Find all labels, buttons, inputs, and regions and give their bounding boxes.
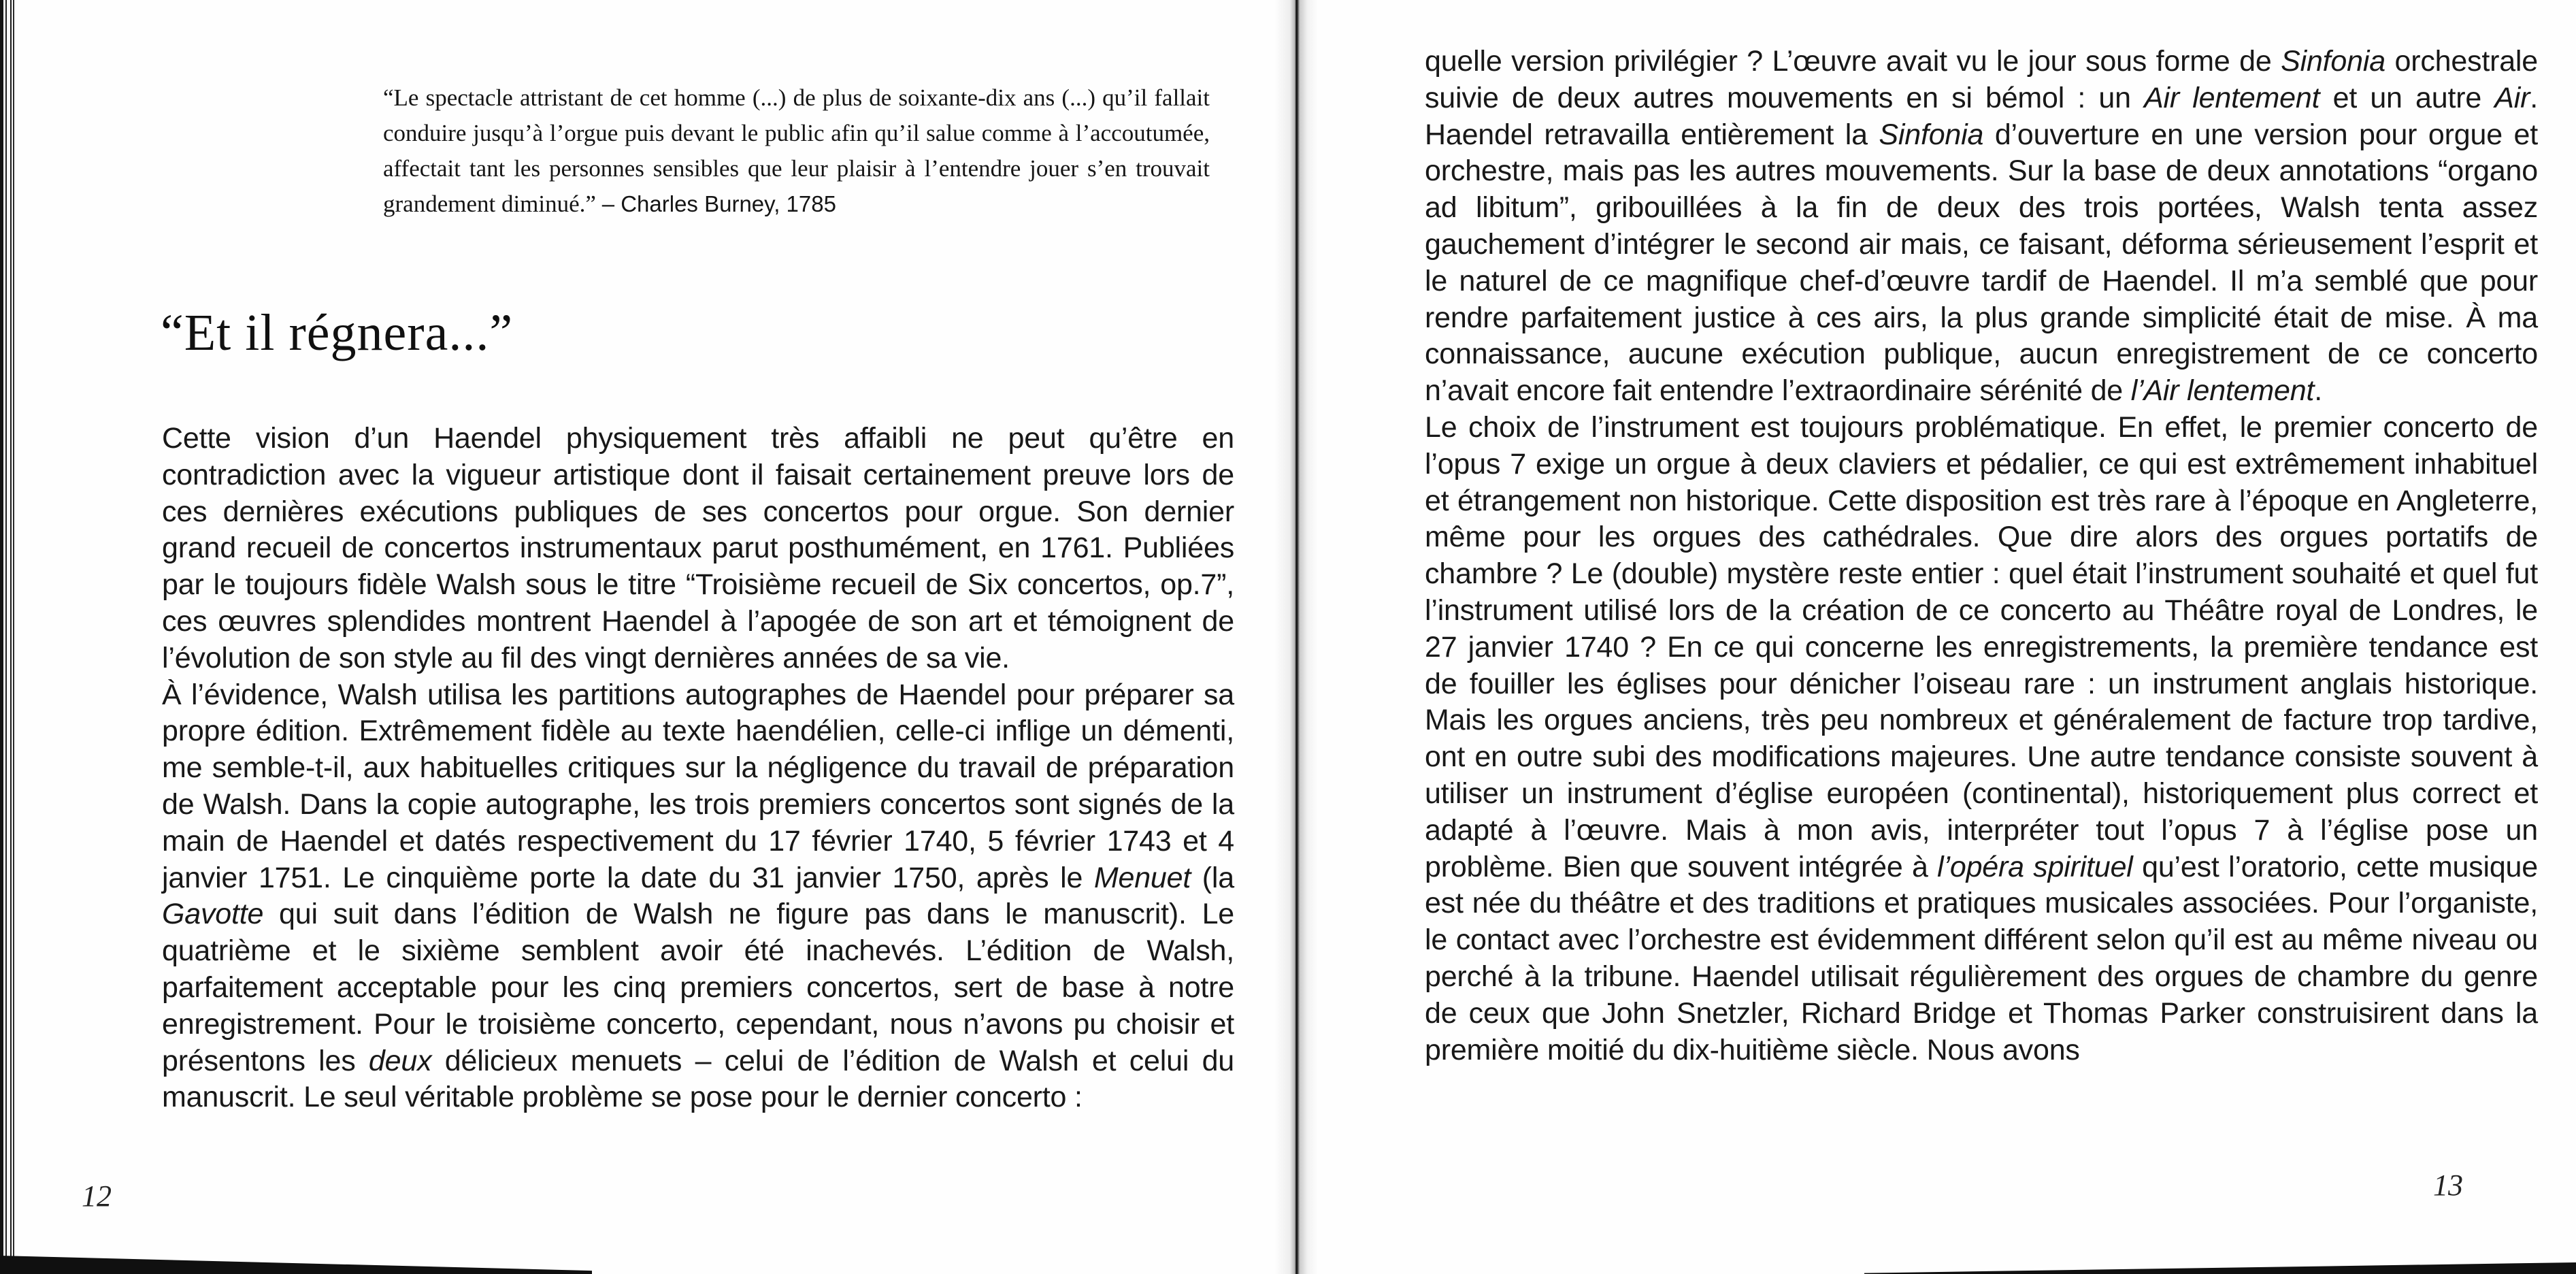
chapter-heading: “Et il régnera...” — [161, 304, 514, 361]
left-body-column — [162, 421, 1234, 1116]
body-paragraph: Cette vision d’un Haendel physiquement très affaibli ne peut qu’être en contradiction avec la vigueur artistique dont il faisait certainement preuve lors de ces dernières exécutions publiques de ses concertos pour orgue. Son dernier grand recueil de concertos instrumentaux parut posthumément, en 1761. Publiées par le toujours fidèle Walsh sous le titre “Troisième recueil de Six concertos, op.7”, ces œuvres splendides montrent Haendel à l’apogée de son art et témoignent de l’évolution de son style au fil des vingt dernières années de sa vie. — [162, 422, 1234, 674]
body-paragraph: À l’évidence, Walsh utilisa les partitions autographes de Haendel pour préparer sa propre édition. Extrêmement fidèle au texte haendélien, celle-ci inflige un démenti, me semble-t-il, aux habituelles critiques sur la négligence du travail de préparation de Walsh. Dans la copie autographe, les trois premiers concertos sont signés de la main de Haendel et datés respectivement du 17 février 1740, 5 février 1743 et 4 janvier 1751. Le cinquième porte la date du 31 janvier 1750, après le Menuet (la Gavotte qui suit dans l’édition de Walsh ne figure pas dans le manuscrit). Le quatrième et le sixième semblent avoir été inachevés. L’édition de Walsh, parfaitement acceptable pour les cinq premiers concertos, sert de base à notre enregistrement. Pour le troisième concerto, cependant, nous n’avons pu choisir et présentons les deux délicieux menuets – celui de l’édition de Walsh et celui du manuscrit. Le seul véritable problème se pose pour le dernier concerto : — [162, 678, 1234, 1114]
binding-gutter-shadow — [1274, 0, 1318, 1274]
bottom-edge-shadow-right — [1864, 1262, 2576, 1274]
page-number-right: 13 — [2433, 1169, 2463, 1202]
right-body-column — [1425, 44, 2538, 1068]
body-paragraph: Le choix de l’instrument est toujours problématique. En effet, le premier concerto de l’opus 7 exige un orgue à deux claviers et pédalier, ce qui est extrêmement inhabituel et étrangement non historique. Cette disposition est très rare à l’époque en Angleterre, même pour les orgues des cathédrales. Que dire alors des orgues portatifs de chambre ? Le (double) mystère reste entier : quel était l’instrument souhaité et quel fut l’instrument utilisé lors de la création de ce concerto au Théâtre royal de Londres, le 27 janvier 1740 ? En ce qui concerne les enregistrements, la première tendance est de fouiller les églises pour dénicher l’oiseau rare : un instrument anglais historique. Mais les orgues anciens, très peu nombreux et généralement de facture trop tardive, ont en outre subi des modifications majeures. Une autre tendance consiste souvent à utiliser un instrument d’église européen (continental), historiquement plus correct et adapté à l’œuvre. Mais à mon avis, interpréter tout l’opus 7 à l’église pose un problème. Bien que souvent intégrée à l’opéra spirituel qu’est l’oratorio, cette musique est née du théâtre et des traditions et pratiques musicales associées. Pour l’organiste, le contact avec l’orchestre est évidemment différent selon qu’il est au même niveau ou perché à la tribune. Haendel utilisait régulièrement des orgues de chambre du genre de ceux que John Snetzler, Richard Bridge et Thomas Parker construisirent dans la première moitié du dix-huitième siècle. Nous avons — [1425, 410, 2538, 1066]
page-number-left: 12 — [82, 1179, 112, 1213]
body-paragraph: quelle version privilégier ? L’œuvre avait vu le jour sous forme de Sinfonia orchestrale suivie de deux autres mouvements en si bémol : un Air lentement et un autre Air. Haendel retravailla entièrement la Sinfonia d’ouverture en une version pour orgue et orchestre, mais pas les autres mouvements. Sur la base de deux annotations “organo ad libitum”, gribouillées à la fin de deux des trois portées, Walsh tenta assez gauchement d’intégrer le second air mais, ce faisant, déforma sérieusement l’esprit et le naturel de ce magnifique chef-d’œuvre tardif de Haendel. Il m’a semblé que pour rendre parfaitement justice à ces airs, la plus grande simplicité était de mise. À ma connaissance, aucune exécution publique, aucun enregistrement de ce concerto n’avait encore fait entendre l’extraordinaire sérénité de l’Air lentement. — [1425, 45, 2539, 408]
pull-quote: “Le spectacle attristant de cet homme (...) de plus de soixante-dix ans (...) qu’il fallait conduire jusqu’à l’orgue puis devant le public afin qu’il salue comme à l’accoutumée, affectait tant les personnes sensibles que leur plaisir à l’entendre jouer s’en trouvait grandement diminué.” – Charles Burney, 1785 — [383, 84, 1210, 217]
page-edge-lines — [0, 0, 18, 1274]
bottom-edge-shadow-left — [0, 1256, 592, 1274]
